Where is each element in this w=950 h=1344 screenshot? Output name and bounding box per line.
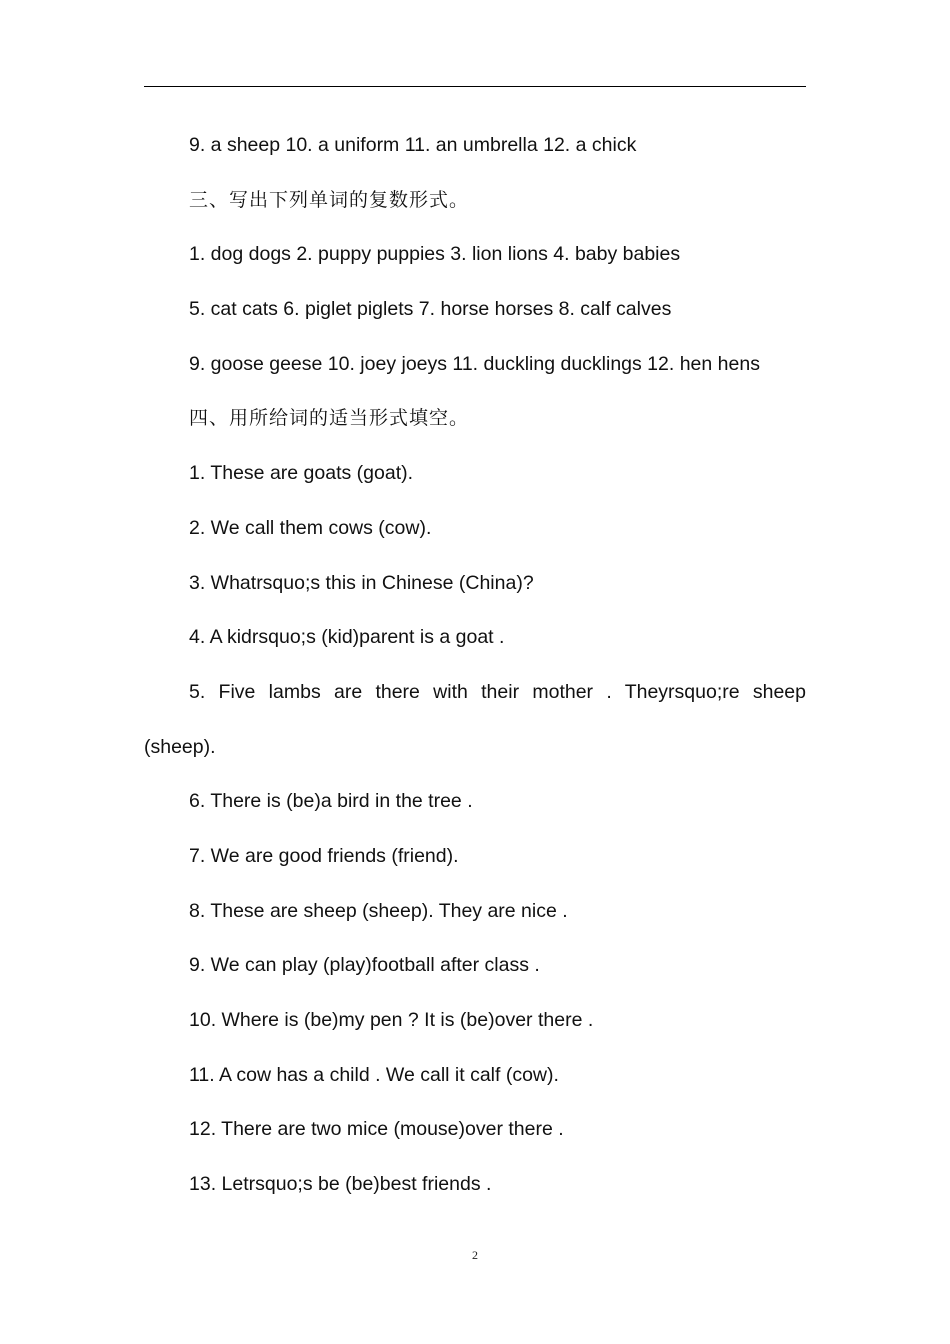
- text-line: 13. Letrsquo;s be (be)best friends .: [189, 1173, 492, 1196]
- text-line: 11. A cow has a child . We call it calf (cow).: [189, 1063, 559, 1086]
- text-line: 5. cat cats 6. piglet piglets 7. horse horses 8. calf calves: [189, 298, 672, 321]
- text-line: 1. dog dogs 2. puppy puppies 3. lion lions 4. baby babies: [189, 243, 681, 266]
- section-heading: 三、写出下列单词的复数形式。: [189, 188, 470, 211]
- text-line: 9. We can play (play)football after class .: [189, 954, 540, 977]
- text-line: 9. a sheep 10. a uniform 11. an umbrella 12. a chick: [189, 134, 637, 156]
- text-line: 12. There are two mice (mouse)over there .: [189, 1118, 564, 1141]
- text-line-continuation: (sheep).: [144, 735, 216, 758]
- text-line: 10. Where is (be)my pen ? It is (be)over there .: [189, 1009, 594, 1032]
- text-line: 9. goose geese 10. joey joeys 11. duckling ducklings 12. hen hens: [189, 352, 760, 375]
- text-line: 2. We call them cows (cow).: [189, 516, 432, 539]
- text-line: 7. We are good friends (friend).: [189, 844, 459, 867]
- text-line: 3. Whatrsquo;s this in Chinese (China)?: [189, 571, 534, 594]
- text-line: 4. A kidrsquo;s (kid)parent is a goat .: [189, 626, 505, 649]
- text-line: 6. There is (be)a bird in the tree .: [189, 790, 473, 813]
- text-line: 1. These are goats (goat).: [189, 462, 414, 485]
- document-body: [144, 118, 806, 1212]
- text-line: 5. Five lambs are there with their mother . Theyrsquo;re sheep: [189, 680, 806, 703]
- header-rule: [144, 86, 806, 87]
- page-number: 2: [472, 1248, 478, 1262]
- text-line: 8. These are sheep (sheep). They are nice .: [189, 899, 568, 922]
- section-heading: 四、用所给词的适当形式填空。: [189, 407, 470, 430]
